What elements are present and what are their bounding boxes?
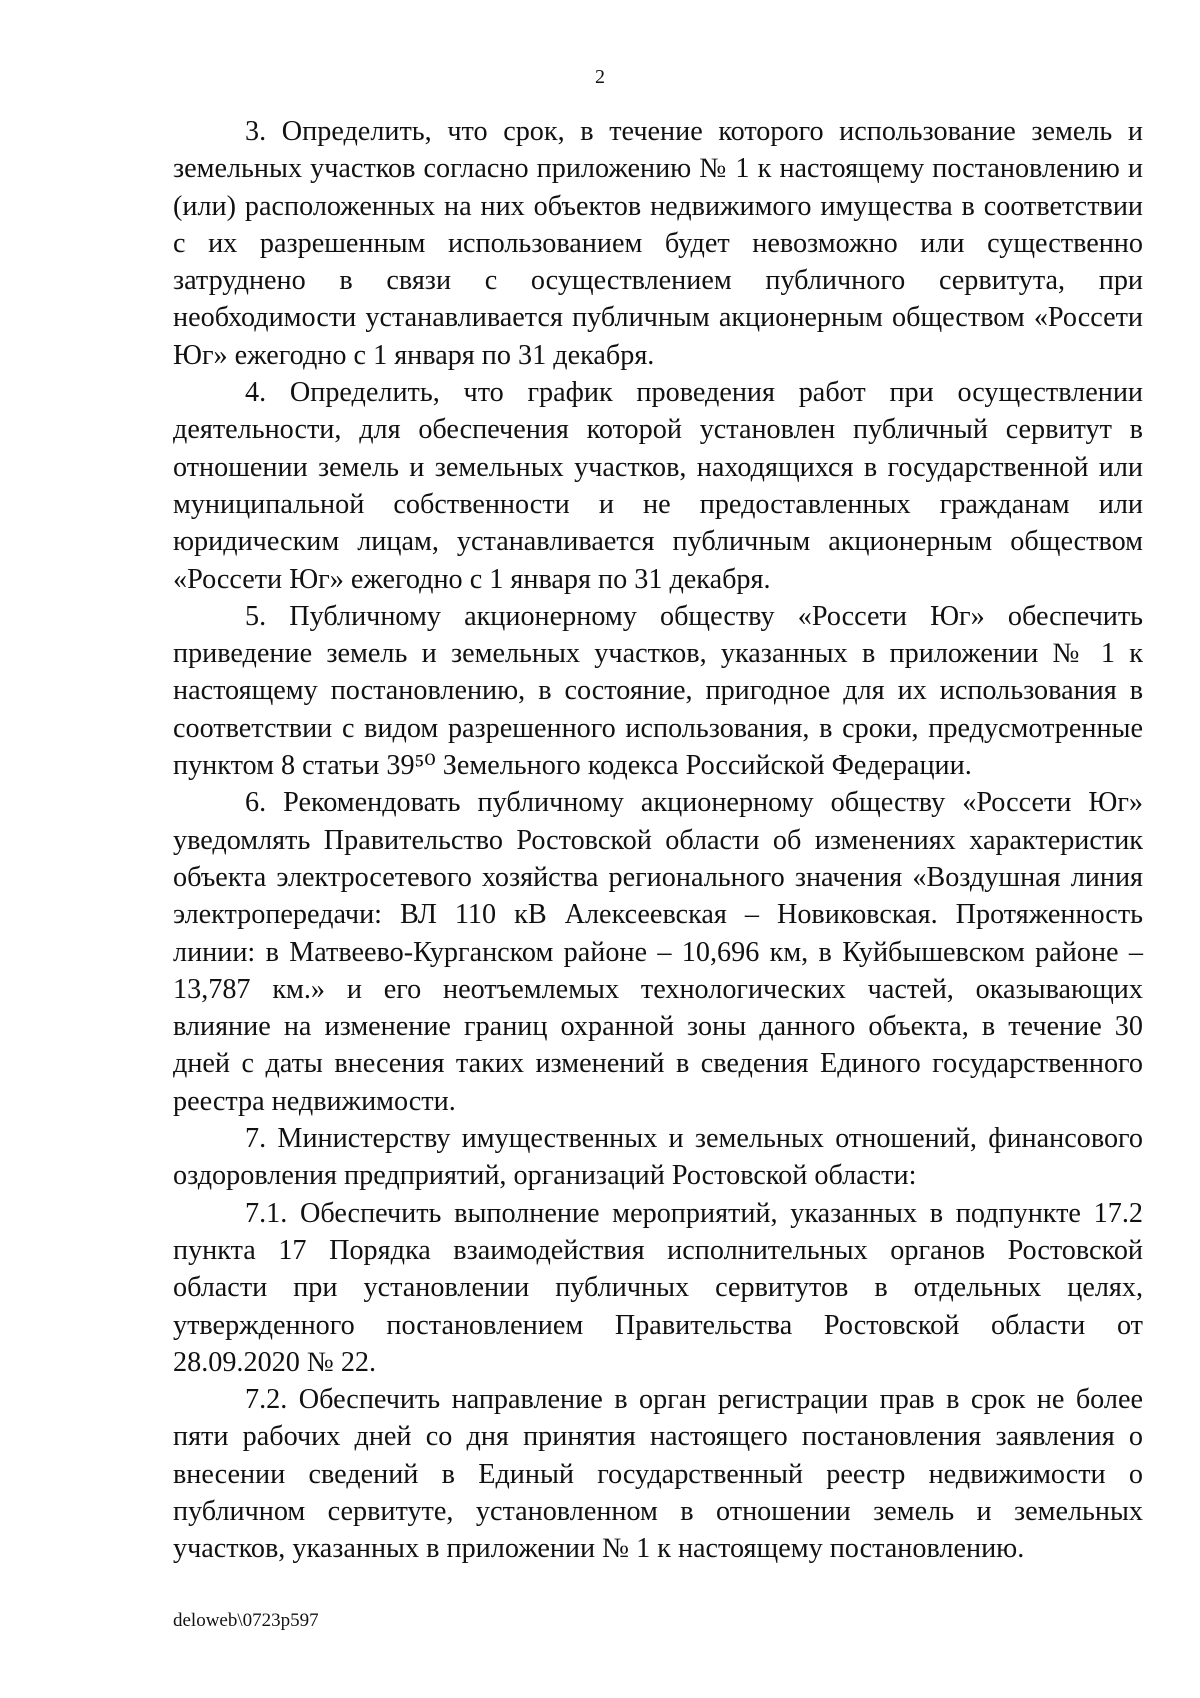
paragraph-7: 7. Министерству имущественных и земельных отношений, финансового оздоровления предприятий, организаций Ростовской области: <box>173 1123 1143 1192</box>
paragraph-4: 4. Определить, что график проведения работ при осуществлении деятельности, для обеспечения которой установлен публичный сервитут в отношении земель и земельных участков, находящихся в государственной или муниципальной собственности и не предоставленных гражданам или юридическим лицам, устанавливается публичным акционерным обществом «Россети Юг» ежегодно с 1 января по 31 декабря. <box>173 377 1143 595</box>
document-body <box>173 113 1143 1568</box>
page-number: 2 <box>595 66 605 88</box>
paragraph-3: 3. Определить, что срок, в течение которого использование земель и земельных участков согласно приложению № 1 к настоящему постановлению и (или) расположенных на них объектов недвижимого имущества в соответствии с их разрешенным использованием будет невозможно или существенно затруднено в связи с осуществлением публичного сервитута, при необходимости устанавливается публичным акционерным обществом «Россети Юг» ежегодно с 1 января по 31 декабря. <box>173 116 1143 371</box>
paragraph-6: 6. Рекомендовать публичному акционерному обществу «Россети Юг» уведомлять Правительство Ростовской области об изменениях характеристик объекта электросетевого хозяйства регионального значения «Воздушная линия электропередачи: ВЛ 110 кВ Алексеевская – Новиковская. Протяженность линии: в Матвеево-Курганском районе – 10,696 км, в Куйбышевском районе – 13,787 км.» и его неотъемлемых технологических частей, оказывающих влияние на изменение границ охранной зоны данного объекта, в течение 30 дней с даты внесения таких изменений в сведения Единого государственного реестра недвижимости. <box>173 787 1143 1117</box>
paragraph-7-1: 7.1. Обеспечить выполнение мероприятий, указанных в подпункте 17.2 пункта 17 Порядка взаимодействия исполнительных органов Ростовской области при установлении публичных сервитутов в отдельных целях, утвержденного постановлением Правительства Ростовской области от 28.09.2020 № 22. <box>173 1197 1143 1378</box>
paragraph-7-2: 7.2. Обеспечить направление в орган регистрации прав в срок не более пяти рабочих дней со дня принятия настоящего постановления заявления о внесении сведений в Единый государственный реестр недвижимости о публичном сервитуте, установленном в отношении земель и земельных участков, указанных в приложении № 1 к настоящему постановлению. <box>173 1384 1143 1565</box>
paragraph-5: 5. Публичному акционерному обществу «Россети Юг» обеспечить приведение земель и земельных участков, указанных в приложении № 1 к настоящему постановлению, в состояние, пригодное для их использования в соответствии с видом разрешенного использования, в сроки, предусмотренные пунктом 8 статьи 39⁵⁰ Земельного кодекса Российской Федерации. <box>173 600 1143 782</box>
footer-document-code: deloweb\0723p597 <box>173 1610 319 1631</box>
